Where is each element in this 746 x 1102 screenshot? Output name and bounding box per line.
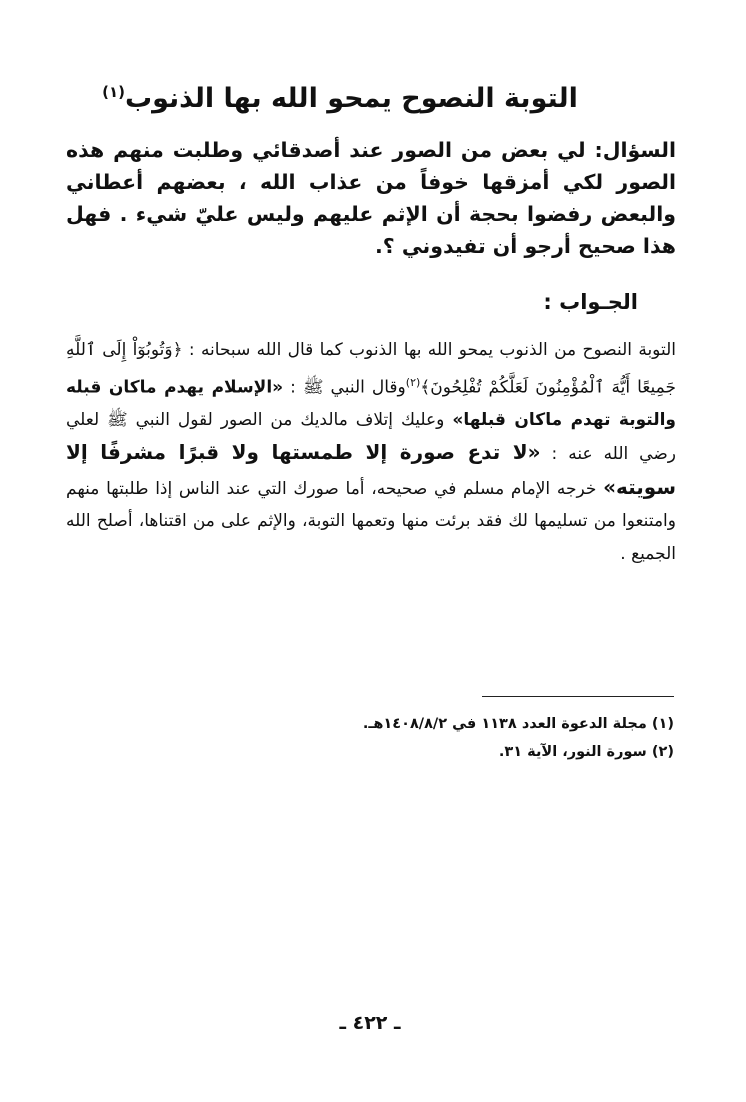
verse-footnote-ref: (٢) — [405, 375, 421, 389]
footnote-2: (٢) سورة النور، الآية ٣١. — [498, 744, 674, 760]
page-number: ـ ٤٢٢ ـ — [339, 1012, 401, 1034]
title-footnote-ref: (١) — [102, 83, 125, 101]
hadith-quote-1: «الإسلام يهدم ماكان قبله والتوبة تهدم ماكان قبلها» — [66, 377, 676, 430]
footnote-divider — [482, 696, 674, 697]
answer-paragraph — [66, 334, 676, 570]
question-paragraph: السؤال: لي بعض من الصور عند أصدقائي وطلبت منهم هذه الصور لكي أمزقها خوفاً من عذاب الله ، بعضهم أعطاني والبعض رفضوا بحجة أن الإثم عليهم وليس عليّ شيء . فهل هذا صحيح أرجو أن تفيدوني ؟. — [66, 138, 676, 258]
answer-text-prophet: وقال النبي ﷺ : — [283, 377, 406, 398]
answer-heading: الجـواب : — [543, 290, 638, 314]
hadith-quote-2: «لا تدع صورة إلا طمستها ولا قبرًا مشرفًا إلا سويته» — [66, 440, 676, 499]
footnote-1: (١) مجلة الدعوة العدد ١١٣٨ في ١٤٠٨/٨/٢هـ. — [362, 716, 674, 732]
quran-verse: ﴿وَتُوبُوٓاْ إِلَى ٱللَّهِ جَمِيعًا أَيُّهَ ٱلْمُؤْمِنُونَ لَعَلَّكُمْ تُفْلِحُونَ﴾ — [66, 340, 676, 398]
answer-text-conclusion: خرجه الإمام مسلم في صحيحه، أما صورك التي عند الناس إذا طلبتها منهم وامتنعوا من تسليمها لك فقد برئت منها وتعمها التوبة، والإثم على من اقتناها، أصلح الله الجميع . — [66, 478, 676, 564]
title-text: التوبة النصوح يمحو الله بها الذنوب — [124, 83, 578, 114]
answer-text-middle: وعليك إتلاف مالديك من الصور لقول النبي ﷺ لعلي رضي الله عنه : — [66, 409, 676, 465]
page-title — [60, 72, 620, 119]
footnotes — [200, 710, 674, 766]
answer-text-intro: التوبة النصوح من الذنوب يمحو الله بها الذنوب كما قال الله سبحانه : — [182, 340, 676, 360]
